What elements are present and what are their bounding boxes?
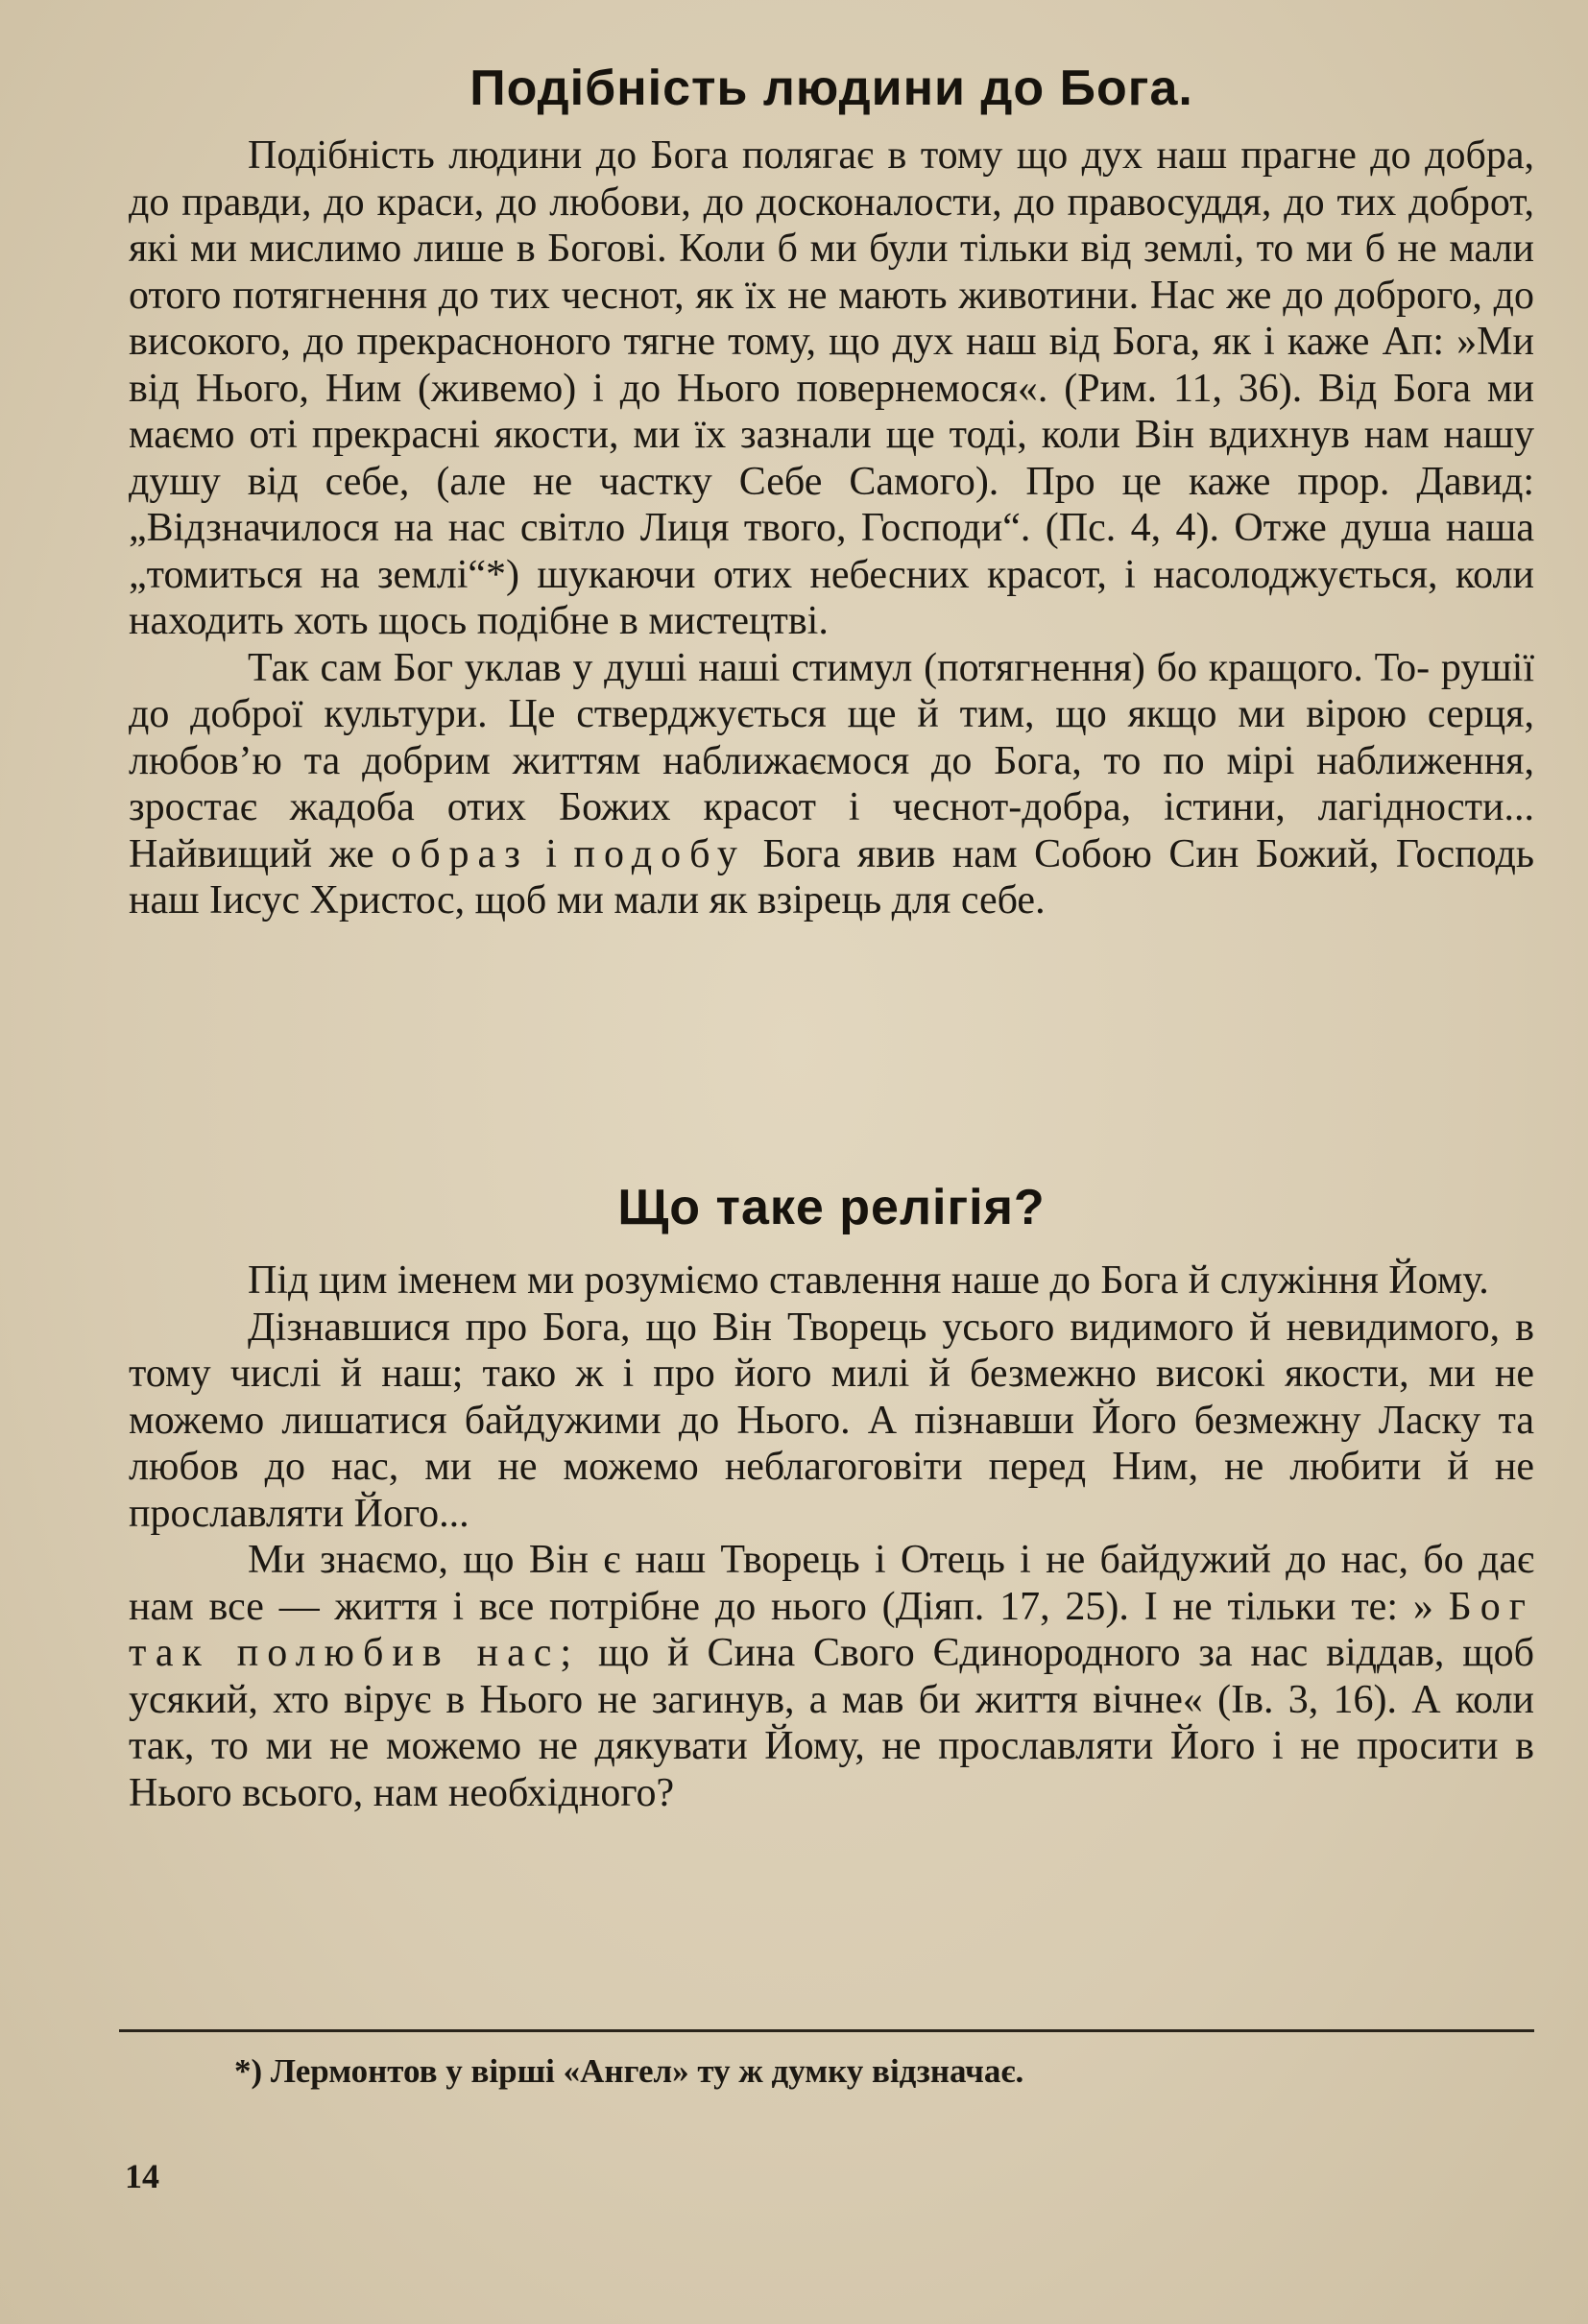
text-run: і [528,831,574,876]
text-run: Так сам Бог уклав у душі наші стимул (потягнення) бо кращого. То- рушії до доброї культури. Це стверджується ще й тим, що якщо ми вірою серця, любов’ю та добрим життям наближаємося до Бога, то по мірі наближення, зростає жадоба отих Божих красот і чеснот-добра, істини, лагідности... Найвищий же [129,645,1534,876]
text-run: що й Сина Свого Єдинородного за нас віддав, щоб усякий, хто вірує в Нього не загинув, а мав би життя вічне« (Ів. 3, 16). А коли так, то ми не можемо не дякувати Йому, не прославляти Його і не просити в Нього всього, нам необхідного? [129,1631,1534,1815]
text-run: Бога явив нам Собою Син Божий, Господь наш Іисус Христос, щоб ми мали як взірець для себе. [129,831,1534,922]
spaced-text: подобу [573,831,746,876]
paragraph: Під цим іменем ми розуміємо ставлення наше до Бога й служіння Йому. [248,1258,1489,1303]
page-number: 14 [125,2157,159,2195]
paragraph [129,645,1534,924]
section-title: Що таке релігія? [617,1180,1046,1235]
paragraph: Подібність людини до Бога полягає в тому що дух наш прагне до добра, до правди, до краси, до любови, до досконалости, до правосуддя, до тих доброт, які ми мислимо лише в Богові. Коли б ми були тільки від землі, то ми б не мали отого потягнення до тих чеснот, як їх не мають животини. Нас же до доброго, до високого, до прекрасноного тягне тому, що дух наш від Бога, як і каже Ап: »Ми від Нього, Ним (живемо) і до Нього повернемося«. (Рим. 11, 36). Від Бога ми маємо оті прекрасні якости, ми їх зазнали ще тоді, коли Він вдихнув нам нашу душу від себе, (але не частку Себе Самого). Про це каже прор. Давид: „Відзначилося на нас світло Лиця твого, Господи“. (Пс. 4, 4). Отже душа наша „томиться на землі“*) шукаючи отих небесних красот, і насолоджується, коли находить хоть щось подібне в мистецтві. [129,133,1534,643]
paragraph: Дізнавшися про Бога, що Він Творець усього видимого й невидимого, в тому числі й наш; тако ж і про його милі й безмежно високі якости, ми не можемо лишатися байдужими до Нього. А пізнавши Його безмежну Ласку та любов до нас, ми не можемо неблагоговіти перед Ним, не любити й не прославляти Його... [129,1305,1534,1536]
section-title: Подібність людини до Бога. [469,60,1193,116]
text-run: Ми знаємо, що Він є наш Творець і Отець і не байдужий до нас, бо дає нам все — життя і все потрібне до нього (Діяп. 17, 25). І не тільки те: » [129,1538,1534,1629]
section-body [129,1258,1534,1816]
spaced-text: образ [391,831,529,876]
spaced-text: Бог так полюбив нас; [129,1584,1534,1675]
footnote-divider [119,2029,1534,2032]
paragraph [129,1537,1534,1816]
footnote: *) Лермонтов у вірші «Ангел» ту ж думку відзначає. [234,2052,1024,2090]
section-body [129,132,1534,924]
